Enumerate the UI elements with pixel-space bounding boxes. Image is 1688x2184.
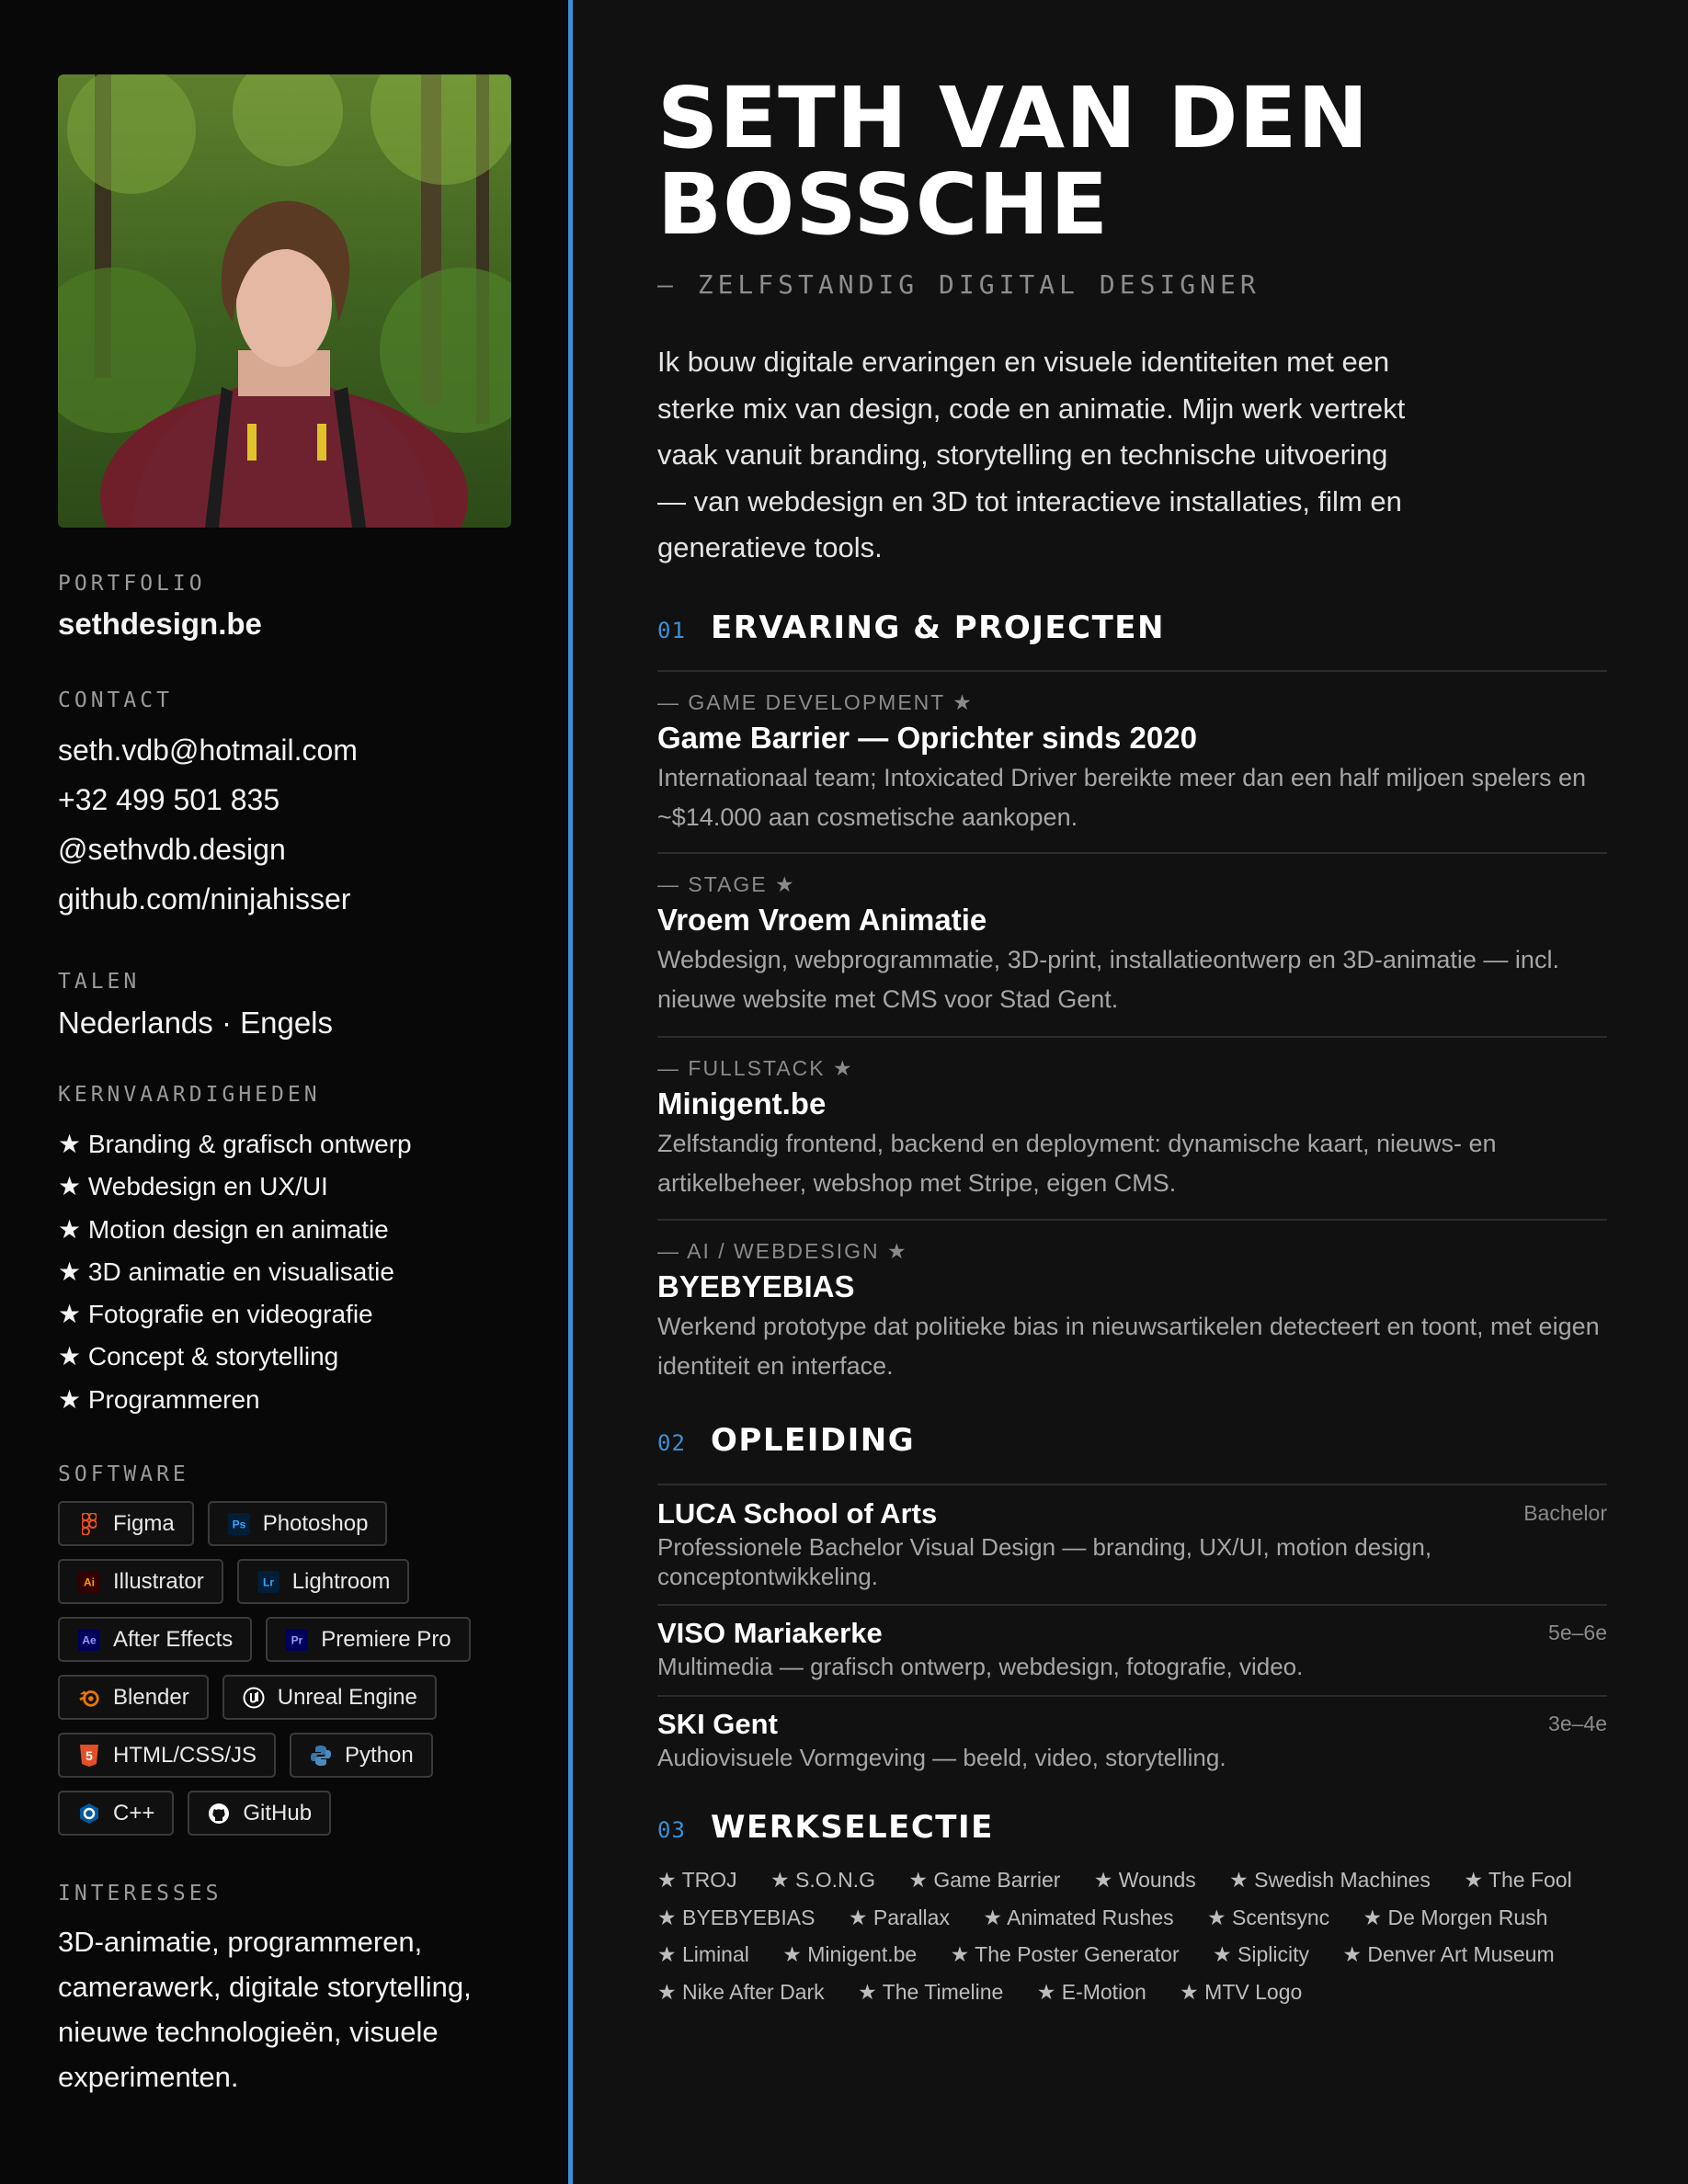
entry-rule <box>657 1036 1607 1038</box>
education-entry <box>657 1615 1607 1681</box>
education-level: 3e–4e <box>1548 1712 1607 1735</box>
education-description: Multimedia — grafisch ontwerp, webdesign, fotografie, video. <box>657 1653 1304 1680</box>
works-row <box>657 1936 1614 1974</box>
photoshop-badge-text: Ps <box>232 1518 246 1530</box>
skill-item: ★ Branding & grafisch ontwerp <box>58 1130 412 1158</box>
work-item: ★ Animated Rushes <box>983 1905 1174 1929</box>
works-row <box>657 1861 1614 1899</box>
blender-icon <box>78 1687 100 1709</box>
work-item: ★ The Timeline <box>858 1979 1004 2004</box>
unreal-engine-icon <box>243 1687 265 1709</box>
after-effects-icon <box>78 1629 100 1651</box>
section-number: 03 <box>657 1817 686 1843</box>
project-entry <box>657 1052 1607 1203</box>
entry-rule <box>657 1219 1607 1221</box>
entry-rule <box>657 1604 1607 1606</box>
software-name: Blender <box>113 1684 189 1710</box>
work-item: ★ E-Motion <box>1036 1979 1146 2004</box>
section-number: 02 <box>657 1430 686 1456</box>
skills-label: KERNVAARDIGHEDEN <box>58 1083 321 1107</box>
section-works-heading <box>657 1809 994 1846</box>
software-chip-premiere-pro <box>266 1617 470 1662</box>
figma-icon <box>78 1513 100 1535</box>
project-entry <box>657 869 1607 1019</box>
profile-photo <box>58 74 511 528</box>
software-name: HTML/CSS/JS <box>113 1742 257 1768</box>
project-tag: — FULLSTACK ★ <box>657 1056 854 1080</box>
github-icon <box>208 1803 230 1825</box>
software-chip-blender <box>58 1675 209 1720</box>
software-chip-unreal-engine <box>222 1675 437 1720</box>
software-name: Photoshop <box>262 1510 369 1536</box>
section-title: ERVARING & PROJECTEN <box>711 609 1165 646</box>
work-item: ★ BYEBYEBIAS <box>657 1905 815 1929</box>
portfolio-label: PORTFOLIO <box>58 572 206 596</box>
works-list <box>657 1861 1614 2010</box>
software-chip-lightroom <box>237 1559 410 1604</box>
education-description: Professionele Bachelor Visual Design — branding, UX/UI, motion design, conceptontwikkeling. <box>657 1533 1432 1590</box>
section-education-heading <box>657 1422 915 1459</box>
project-entry <box>657 1235 1607 1386</box>
premiere-pro-badge-text: Pr <box>291 1633 303 1646</box>
work-item: ★ MTV Logo <box>1180 1979 1303 2004</box>
works-row <box>657 1974 1614 2011</box>
contact-phone[interactable]: +32 499 501 835 <box>58 783 280 816</box>
education-level: 5e–6e <box>1548 1621 1607 1644</box>
software-name: Lightroom <box>291 1568 391 1594</box>
python-icon <box>310 1745 332 1767</box>
portfolio-link[interactable]: sethdesign.be <box>58 607 262 641</box>
photoshop-icon <box>228 1513 250 1535</box>
skill-item: ★ Motion design en animatie <box>58 1214 389 1244</box>
software-grid <box>58 1501 536 1848</box>
software-chip-photoshop <box>208 1501 388 1546</box>
education-level: Bachelor <box>1523 1501 1607 1525</box>
work-item: ★ Siplicity <box>1213 1942 1309 1967</box>
project-description: Webdesign, webprogrammatie, 3D-print, installatieontwerp en 3D-animatie — incl. nieuwe website met CMS voor Stad Gent. <box>657 946 1559 1013</box>
software-name: Python <box>345 1742 414 1768</box>
illustrator-icon <box>78 1571 100 1593</box>
intro-paragraph: Ik bouw digitale ervaringen en visuele identiteiten met een sterke mix van design, code en animatie. Mijn werk vertrekt vaak vanuit branding, storytelling en technische uitvoering — van webdesign en 3D tot interactieve installaties, film en generatieve tools. <box>657 346 1406 563</box>
contact-instagram[interactable]: @sethvdb.design <box>58 833 286 866</box>
name-line-1: SETH VAN DEN <box>657 69 1370 167</box>
interests-label: INTERESSES <box>58 1882 222 1905</box>
project-tag: — GAME DEVELOPMENT ★ <box>657 690 974 714</box>
work-item: ★ Game Barrier <box>908 1868 1061 1892</box>
software-name: C++ <box>113 1800 155 1826</box>
software-name: Figma <box>113 1510 175 1536</box>
software-name: Unreal Engine <box>277 1684 417 1710</box>
project-title: Minigent.be <box>657 1086 827 1120</box>
contact-github[interactable]: github.com/ninjahisser <box>58 882 351 916</box>
skill-item: ★ Webdesign en UX/UI <box>58 1172 328 1201</box>
lightroom-icon <box>257 1571 279 1593</box>
project-entry <box>657 687 1607 837</box>
work-item: ★ Minigent.be <box>782 1942 918 1967</box>
premiere-pro-icon <box>286 1629 308 1651</box>
lightroom-badge-text: Lr <box>262 1575 274 1588</box>
skills-list <box>58 1123 412 1421</box>
after-effects-badge-text: Ae <box>82 1633 97 1646</box>
work-item: ★ De Morgen Rush <box>1363 1905 1548 1929</box>
section-experience-heading <box>657 609 1165 646</box>
languages-label: TALEN <box>58 970 141 994</box>
software-chip-figma <box>58 1501 194 1546</box>
software-name: Illustrator <box>113 1568 204 1594</box>
entry-rule <box>657 852 1607 854</box>
skill-item: ★ Fotografie en videografie <box>58 1300 373 1329</box>
cplusplus-icon <box>78 1803 100 1825</box>
project-description: Internationaal team; Intoxicated Driver bereikte meer dan een half miljoen spelers en ~$14.000 aan cosmetische aankopen. <box>657 764 1587 831</box>
entry-rule <box>657 1695 1607 1697</box>
project-tag: — STAGE ★ <box>657 872 796 896</box>
education-school: VISO Mariakerke <box>657 1617 883 1649</box>
languages-value: Nederlands · Engels <box>58 1006 333 1040</box>
name-line-2: BOSSCHE <box>657 155 1110 254</box>
software-name: After Effects <box>113 1626 234 1652</box>
skill-item: ★ 3D animatie en visualisatie <box>58 1257 394 1286</box>
work-item: ★ Wounds <box>1093 1868 1196 1892</box>
work-item: ★ Nike After Dark <box>657 1979 825 2004</box>
project-description: Zelfstandig frontend, backend en deployment: dynamische kaart, nieuws- en artikelbeheer, webshop met Stripe, eigen CMS. <box>657 1130 1497 1197</box>
work-item: ★ The Fool <box>1464 1868 1572 1892</box>
skill-item: ★ Programmeren <box>58 1384 260 1414</box>
education-entry <box>657 1706 1607 1772</box>
section-title: WERKSELECTIE <box>711 1809 994 1846</box>
work-item: ★ The Poster Generator <box>950 1942 1180 1967</box>
skill-item: ★ Concept & storytelling <box>58 1342 339 1371</box>
section-rule <box>657 670 1607 672</box>
software-name: Premiere Pro <box>321 1626 451 1652</box>
education-school: SKI Gent <box>657 1708 778 1740</box>
work-item: ★ TROJ <box>657 1868 737 1892</box>
section-number: 01 <box>657 618 686 643</box>
software-chip-github <box>188 1791 331 1836</box>
software-label: SOFTWARE <box>58 1462 189 1486</box>
page-title <box>657 69 1650 254</box>
education-entry <box>657 1496 1607 1591</box>
project-title: BYEBYEBIAS <box>657 1269 855 1303</box>
work-item: ★ S.O.N.G <box>770 1868 875 1892</box>
illustrator-badge-text: Ai <box>84 1575 95 1588</box>
education-description: Audiovisuele Vormgeving — beeld, video, storytelling. <box>657 1744 1226 1771</box>
work-item: ★ Denver Art Museum <box>1342 1942 1555 1967</box>
project-title: Vroem Vroem Animatie <box>657 903 987 937</box>
section-title: OPLEIDING <box>711 1422 916 1459</box>
work-item: ★ Liminal <box>657 1942 749 1967</box>
contact-list <box>58 725 358 924</box>
html5-icon <box>78 1745 100 1767</box>
section-rule <box>657 1484 1607 1485</box>
works-row <box>657 1899 1614 1937</box>
contact-email[interactable]: seth.vdb@hotmail.com <box>58 734 358 767</box>
contact-label: CONTACT <box>58 688 173 712</box>
education-school: LUCA School of Arts <box>657 1497 938 1530</box>
work-item: ★ Parallax <box>848 1905 950 1929</box>
work-item: ★ Swedish Machines <box>1229 1868 1431 1892</box>
work-item: ★ Scentsync <box>1207 1905 1330 1929</box>
project-description: Werkend prototype dat politieke bias in nieuwsartikelen detecteert en toont, met eigen identiteit en interface. <box>657 1313 1600 1380</box>
software-chip-cplusplus <box>58 1791 174 1836</box>
project-tag: — AI / WEBDESIGN ★ <box>657 1239 908 1263</box>
sidebar-divider <box>568 0 573 2184</box>
software-name: GitHub <box>243 1800 313 1826</box>
software-chip-html <box>58 1733 276 1778</box>
software-chip-python <box>290 1733 433 1778</box>
job-subtitle: — ZELFSTANDIG DIGITAL DESIGNER <box>657 269 1260 300</box>
html5-badge-text: 5 <box>86 1747 93 1763</box>
software-chip-illustrator <box>58 1559 223 1604</box>
interests-text: 3D-animatie, programmeren, camerawerk, digitale storytelling, nieuwe technologieën, visuele experimenten. <box>58 1926 472 2093</box>
project-title: Game Barrier — Oprichter sinds 2020 <box>657 721 1197 755</box>
software-chip-after-effects <box>58 1617 252 1662</box>
